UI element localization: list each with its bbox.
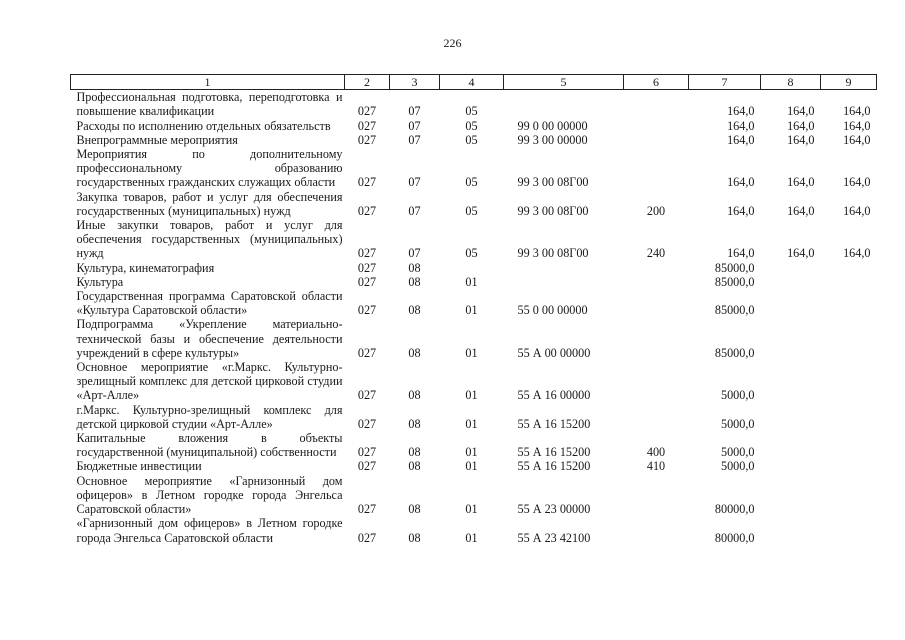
cell-subsection: 01 [465,345,478,360]
cell-target-item: 99 3 00 08Г00 [517,246,589,261]
cell-section: 08 [408,459,421,474]
cell-section: 08 [408,274,421,289]
cell-expense-type [624,133,689,147]
cell-amount-col8 [761,474,821,517]
cell-target-item: 55 А 00 00000 [517,345,591,360]
cell-subsection: 05 [465,118,478,133]
cell-section: 08 [408,530,421,545]
cell-amount-col8: 164,0 [787,246,815,261]
header-row [71,75,877,90]
cell-target-item: 55 А 16 15200 [517,445,591,460]
description-text: Мероприятия по дополнительному профессиональному образованию государственных гражданских служащих области [76,147,343,190]
table-row [71,474,877,517]
cell-amount-col9: 164,0 [843,104,871,119]
cell-expense-type: 240 [646,246,666,261]
description-text: Культура [76,274,124,289]
cell-target-item: 99 3 00 08Г00 [517,203,589,218]
description-text: Закупка товаров, работ и услуг для обеспечения государственных (муниципальных) нужд [76,189,343,218]
cell-section: 08 [408,345,421,360]
cell-amount-col7: 164,0 [727,246,755,261]
cell-subsection: 05 [465,246,478,261]
cell-expense-type [624,317,689,360]
description-text: Основное мероприятие «г.Маркс. Культурно-зрелищный комплекс для детской цирковой студии «Арт-Алле» [76,360,343,403]
table-row [71,360,877,403]
table-row [71,261,877,275]
cell-description [71,133,345,147]
cell-section: 07 [408,175,421,190]
cell-target-item [504,275,624,289]
header-col-1: 1 [71,75,345,90]
description-text: Государственная программа Саратовской области «Культура Саратовской области» [76,289,343,318]
table-row [71,90,877,119]
cell-description [71,516,345,544]
cell-amount-col7: 85000,0 [714,303,755,318]
cell-amount-col9: 164,0 [843,246,871,261]
cell-amount-col7: 5000,0 [720,459,755,474]
cell-target-item [504,90,624,119]
cell-amount-col7: 80000,0 [714,502,755,517]
cell-description [71,474,345,517]
cell-expense-type [624,275,689,289]
cell-expense-type [624,147,689,190]
table-row [71,317,877,360]
cell-amount-col8 [761,403,821,431]
cell-subsection: 01 [465,416,478,431]
cell-amount-col9: 164,0 [843,132,871,147]
header-col-2: 2 [345,75,390,90]
cell-amount-col9 [821,317,877,360]
description-text: Профессиональная подготовка, переподготовка и повышение квалификации [76,90,343,119]
cell-amount-col7: 85000,0 [714,345,755,360]
cell-ministry: 027 [357,118,377,133]
cell-section: 07 [408,118,421,133]
cell-expense-type [624,289,689,317]
cell-subsection: 01 [465,274,478,289]
cell-amount-col9 [821,474,877,517]
cell-amount-col7: 164,0 [727,118,755,133]
cell-ministry: 027 [357,246,377,261]
cell-target-item: 55 А 23 00000 [517,502,591,517]
cell-amount-col7: 164,0 [727,104,755,119]
cell-subsection: 05 [465,175,478,190]
cell-expense-type [624,119,689,133]
cell-ministry: 027 [357,203,377,218]
cell-amount-col8 [761,275,821,289]
header-col-6: 6 [624,75,689,90]
cell-amount-col7: 5000,0 [720,388,755,403]
cell-ministry: 027 [357,459,377,474]
cell-ministry: 027 [357,132,377,147]
cell-amount-col9 [821,459,877,473]
cell-amount-col9 [821,431,877,459]
cell-expense-type [624,360,689,403]
cell-ministry: 027 [357,530,377,545]
cell-section: 08 [408,445,421,460]
cell-target-item: 99 0 00 00000 [517,118,588,133]
cell-amount-col7: 80000,0 [714,530,755,545]
cell-expense-type [624,261,689,275]
description-text: Культура, кинематография [76,260,215,275]
cell-expense-type [624,90,689,119]
cell-subsection: 01 [465,459,478,474]
cell-description [71,147,345,190]
table-row [71,403,877,431]
cell-ministry: 027 [357,388,377,403]
cell-expense-type [624,474,689,517]
cell-description [71,403,345,431]
cell-subsection: 01 [465,530,478,545]
cell-expense-type [624,516,689,544]
cell-section: 08 [408,416,421,431]
cell-amount-col8 [761,360,821,403]
cell-expense-type: 410 [646,459,666,474]
cell-target-item [504,261,624,275]
cell-subsection: 05 [465,104,478,119]
cell-target-item: 55 А 23 42100 [517,530,591,545]
cell-amount-col7: 5000,0 [720,416,755,431]
page-number: 226 [443,36,462,50]
cell-description [71,275,345,289]
cell-subsection: 01 [465,502,478,517]
cell-amount-col9: 164,0 [843,175,871,190]
cell-section: 08 [408,260,421,275]
header-col-3: 3 [390,75,440,90]
cell-ministry: 027 [357,175,377,190]
description-text: Капитальные вложения в объекты государственной (муниципальной) собственности [76,431,343,460]
cell-amount-col8: 164,0 [787,104,815,119]
cell-amount-col9 [821,289,877,317]
cell-amount-col8: 164,0 [787,203,815,218]
cell-target-item: 99 3 00 00000 [517,132,588,147]
cell-ministry: 027 [357,416,377,431]
cell-amount-col9 [821,360,877,403]
header-col-5: 5 [504,75,624,90]
cell-amount-col9 [821,275,877,289]
cell-amount-col9 [821,261,877,275]
cell-target-item: 55 0 00 00000 [517,303,588,318]
cell-section: 07 [408,104,421,119]
description-text: Расходы по исполнению отдельных обязательств [76,118,331,133]
table-row [71,190,877,218]
cell-section: 07 [408,246,421,261]
description-text: Внепрограммные мероприятия [76,132,238,147]
table-row [71,289,877,317]
cell-subsection: 05 [465,203,478,218]
cell-amount-col8 [761,431,821,459]
cell-ministry: 027 [357,502,377,517]
cell-amount-col8 [761,289,821,317]
cell-description [71,289,345,317]
cell-description [71,190,345,218]
description-text: «Гарнизонный дом офицеров» в Летном городке города Энгельса Саратовской области [76,516,343,545]
cell-amount-col8: 164,0 [787,118,815,133]
cell-description [71,90,345,119]
cell-amount-col7: 164,0 [727,175,755,190]
table-row [71,431,877,459]
cell-amount-col9 [821,516,877,544]
cell-target-item: 99 3 00 08Г00 [517,175,589,190]
cell-amount-col7: 164,0 [727,132,755,147]
cell-description [71,431,345,459]
table-row [71,218,877,261]
table-row [71,133,877,147]
budget-table [70,74,877,545]
header-col-9: 9 [821,75,877,90]
cell-description [71,317,345,360]
header-col-8: 8 [761,75,821,90]
cell-ministry: 027 [357,104,377,119]
cell-amount-col8: 164,0 [787,175,815,190]
cell-description [71,119,345,133]
table-body [71,90,877,545]
table-row [71,147,877,190]
cell-target-item: 55 А 16 00000 [517,388,591,403]
cell-section: 08 [408,502,421,517]
cell-subsection [440,261,504,275]
cell-ministry: 027 [357,260,377,275]
cell-amount-col7: 5000,0 [720,445,755,460]
cell-ministry: 027 [357,445,377,460]
header-col-7: 7 [689,75,761,90]
description-text: Подпрограмма «Укрепление материально-технической базы и обеспечение деятельности учреждений в сфере культуры» [76,317,343,360]
header-col-4: 4 [440,75,504,90]
cell-subsection: 01 [465,445,478,460]
description-text: Иные закупки товаров, работ и услуг для обеспечения государственных (муниципальных) нужд [76,218,343,261]
cell-expense-type [624,403,689,431]
cell-description [71,459,345,473]
cell-amount-col9 [821,403,877,431]
cell-subsection: 01 [465,388,478,403]
cell-amount-col8 [761,459,821,473]
cell-expense-type: 200 [646,203,666,218]
cell-subsection: 01 [465,303,478,318]
cell-amount-col8 [761,516,821,544]
cell-section: 08 [408,388,421,403]
table-row [71,275,877,289]
description-text: г.Маркс. Культурно-зрелищный комплекс для детской цирковой студии «Арт-Алле» [76,402,343,431]
cell-amount-col9: 164,0 [843,203,871,218]
cell-target-item: 55 А 16 15200 [517,416,591,431]
cell-description [71,360,345,403]
description-text: Бюджетные инвестиции [76,459,202,474]
table-row [71,119,877,133]
cell-section: 08 [408,303,421,318]
table-row [71,459,877,473]
cell-ministry: 027 [357,345,377,360]
cell-section: 07 [408,203,421,218]
cell-amount-col8 [761,317,821,360]
cell-description [71,218,345,261]
cell-amount-col8: 164,0 [787,132,815,147]
cell-target-item: 55 А 16 15200 [517,459,591,474]
cell-expense-type: 400 [646,445,666,460]
cell-amount-col7: 85000,0 [714,274,755,289]
cell-amount-col9: 164,0 [843,118,871,133]
cell-ministry: 027 [357,303,377,318]
cell-description [71,261,345,275]
cell-section: 07 [408,132,421,147]
cell-amount-col7: 164,0 [727,203,755,218]
description-text: Основное мероприятие «Гарнизонный дом офицеров» в Летном городке города Энгельса Саратовской области» [76,473,343,517]
cell-subsection: 05 [465,132,478,147]
cell-amount-col7: 85000,0 [714,260,755,275]
cell-ministry: 027 [357,274,377,289]
cell-amount-col8 [761,261,821,275]
table-row [71,516,877,544]
